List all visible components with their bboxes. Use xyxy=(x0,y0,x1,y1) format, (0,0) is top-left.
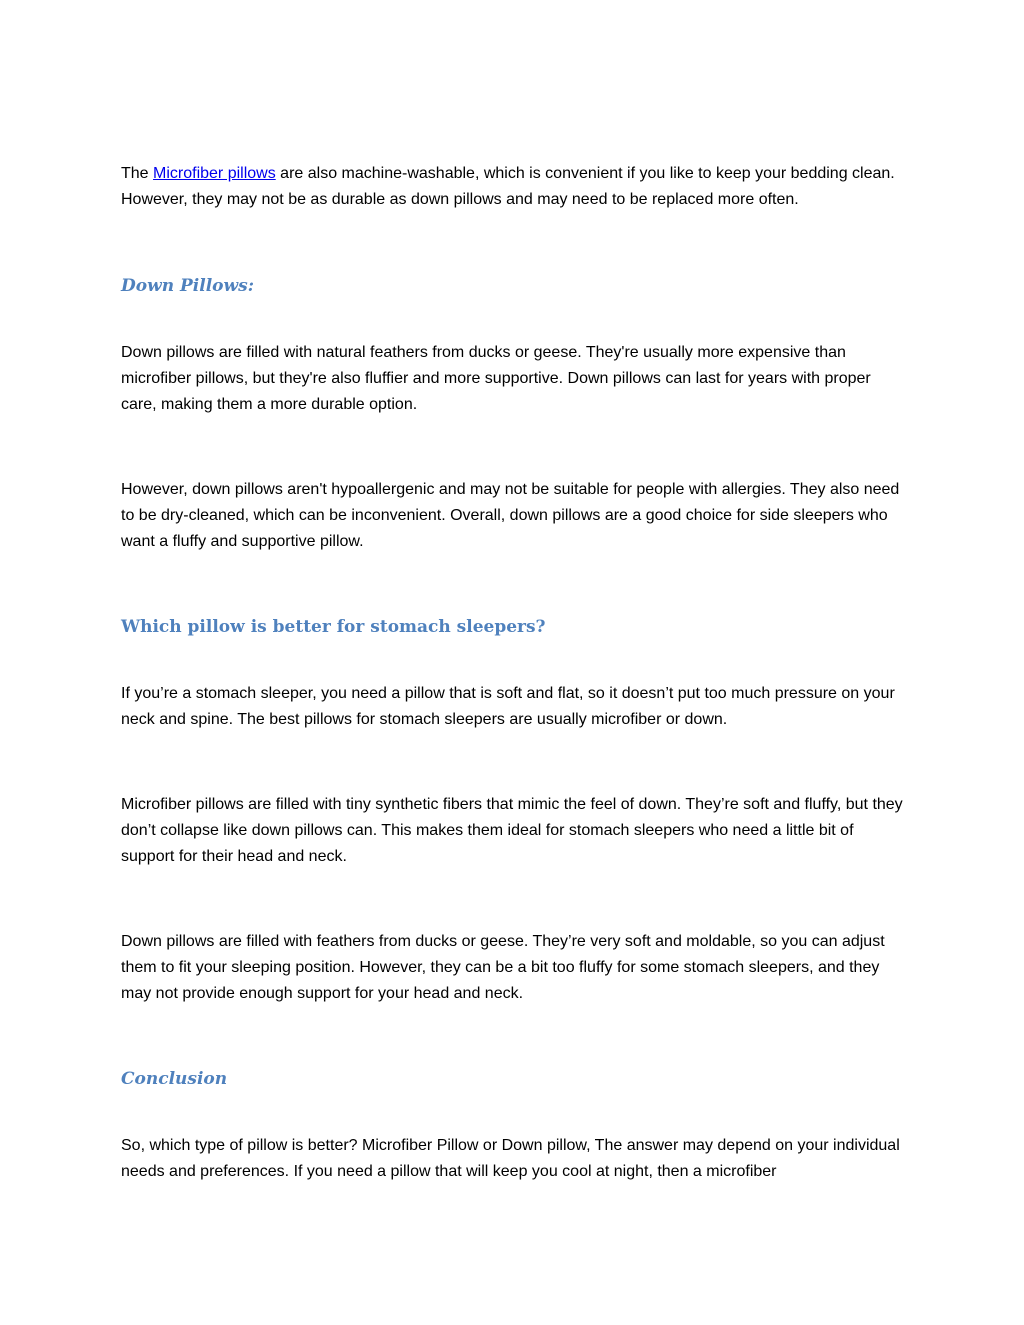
conclusion-heading: Conclusion xyxy=(121,1069,228,1089)
down-paragraph-1: Down pillows are filled with natural feathers from ducks or geese. They're usually more expensive than microfiber pillows, but they're also fluffier and more supportive. Down pillows can last for years with proper care, making them a more durable option. xyxy=(121,344,871,413)
conclusion-paragraph: So, which type of pillow is better? Microfiber Pillow or Down pillow, The answer may depend on your individual needs and preferences. If you need a pillow that will keep you cool at night, then a microfiber xyxy=(121,1137,900,1180)
down-pillows-heading: Down Pillows: xyxy=(121,276,254,296)
intro-suffix: are also machine-washable, which is convenient if you like to keep your bedding clean. However, they may not be as durable as down pillows and may need to be replaced more often. xyxy=(121,165,895,208)
stomach-paragraph-2: Microfiber pillows are filled with tiny synthetic fibers that mimic the feel of down. They’re soft and fluffy, but they don’t collapse like down pillows can. This makes them ideal for stomach sleepers who need a little bit of support for their head and neck. xyxy=(121,796,903,865)
intro-prefix: The xyxy=(121,165,154,182)
stomach-paragraph-3: Down pillows are filled with feathers from ducks or geese. They’re very soft and moldable, so you can adjust them to fit your sleeping position. However, they can be a bit too fluffy for some stomach sleepers, and they may not provide enough support for your head and neck. xyxy=(121,933,885,1002)
stomach-paragraph-1: If you’re a stomach sleeper, you need a pillow that is soft and flat, so it doesn’t put too much pressure on your neck and spine. The best pillows for stomach sleepers are usually microfiber or down. xyxy=(121,685,895,728)
intro-paragraph xyxy=(121,161,906,213)
down-paragraph-2: However, down pillows aren't hypoallergenic and may not be suitable for people with allergies. They also need to be dry-cleaned, which can be inconvenient. Overall, down pillows are a good choice for side sleepers who want a fluffy and supportive pillow. xyxy=(121,481,900,550)
stomach-sleepers-heading: Which pillow is better for stomach sleepers? xyxy=(121,617,546,637)
microfiber-pillows-link[interactable]: Microfiber pillows xyxy=(153,165,276,182)
